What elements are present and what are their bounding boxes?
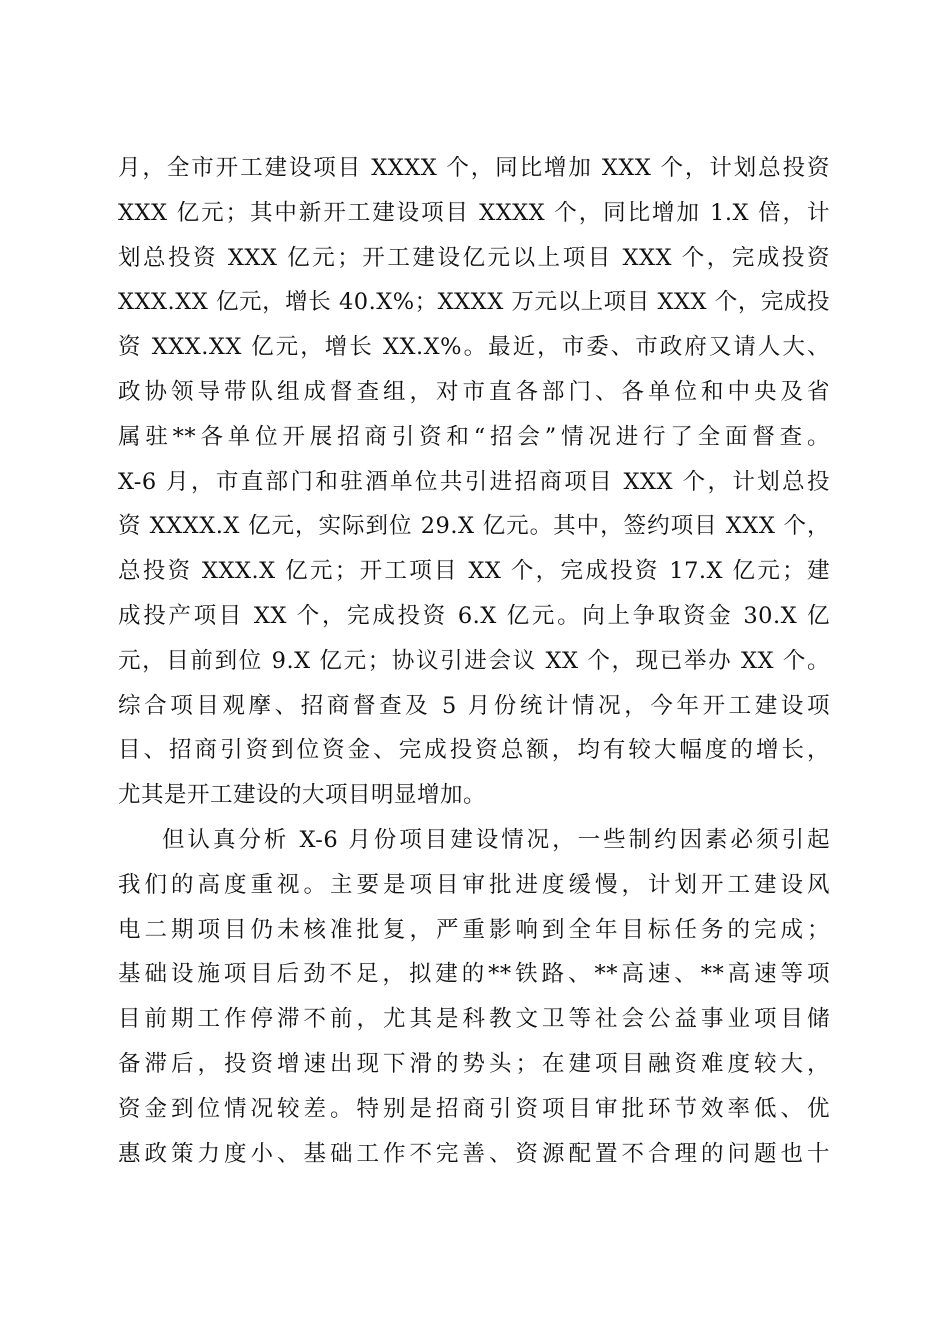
text-line: 划总投资 XXX 亿元；开工建设亿元以上项目 XXX 个，完成投资 (118, 244, 830, 271)
paragraph-1 (118, 146, 830, 818)
text-line: 元，目前到位 9.X 亿元；协议引进会议 XX 个，现已举办 XX 个。 (118, 647, 830, 674)
text-line: 目前期工作停滞不前，尤其是科教文卫等社会公益事业项目储 (118, 1006, 830, 1033)
text-line: 但认真分析 X-6 月份项目建设情况，一些制约因素必须引起 (162, 826, 830, 853)
text-line: 月，全市开工建设项目 XXXX 个，同比增加 XXX 个，计划总投资 (118, 155, 830, 181)
text-line: 尤其是开工建设的大项目明显增加。 (118, 782, 487, 809)
text-line: 综合项目观摩、招商督查及 5 月份统计情况，今年开工建设项 (118, 692, 830, 719)
paragraph-2 (118, 818, 830, 1176)
text-line: 成投产项目 XX 个，完成投资 6.X 亿元。向上争取资金 30.X 亿 (118, 602, 830, 629)
text-line: 备滞后，投资增速出现下滑的势头；在建项目融资难度较大， (118, 1050, 830, 1077)
text-line: 总投资 XXX.X 亿元；开工项目 XX 个，完成投资 17.X 亿元；建 (118, 558, 830, 585)
text-line: XXX.XX 亿元，增长 40.X%；XXXX 万元以上项目 XXX 个，完成投 (118, 289, 830, 316)
text-line: XXX 亿元；其中新开工建设项目 XXXX 个，同比增加 1.X 倍，计 (118, 199, 830, 226)
text-line: X-6 月，市直部门和驻酒单位共引进招商项目 XXX 个，计划总投 (118, 468, 830, 495)
text-line: 我们的高度重视。主要是项目审批进度缓慢，计划开工建设风 (118, 871, 830, 898)
text-line: 目、招商引资到位资金、完成投资总额，均有较大幅度的增长， (118, 737, 830, 764)
text-line: 政协领导带队组成督查组，对市直各部门、各单位和中央及省 (118, 378, 830, 405)
text-line: 资 XXX.XX 亿元，增长 XX.X%。最近，市委、市政府又请人大、 (118, 334, 830, 361)
text-line: 基础设施项目后劲不足，拟建的**铁路、**高速、**高速等项 (118, 961, 830, 988)
text-line: 资 XXXX.X 亿元，实际到位 29.X 亿元。其中，签约项目 XXX 个， (118, 513, 830, 540)
text-line: 资金到位情况较差。特别是招商引资项目审批环节效率低、优 (118, 1095, 830, 1122)
text-line: 电二期项目仍未核准批复，严重影响到全年目标任务的完成； (118, 916, 830, 943)
body-text (118, 146, 830, 1176)
text-line: 属驻**各单位开展招商引资和“招会”情况进行了全面督查。 (118, 423, 830, 450)
text-line: 惠政策力度小、基础工作不完善、资源配置不合理的问题也十 (118, 1140, 830, 1167)
